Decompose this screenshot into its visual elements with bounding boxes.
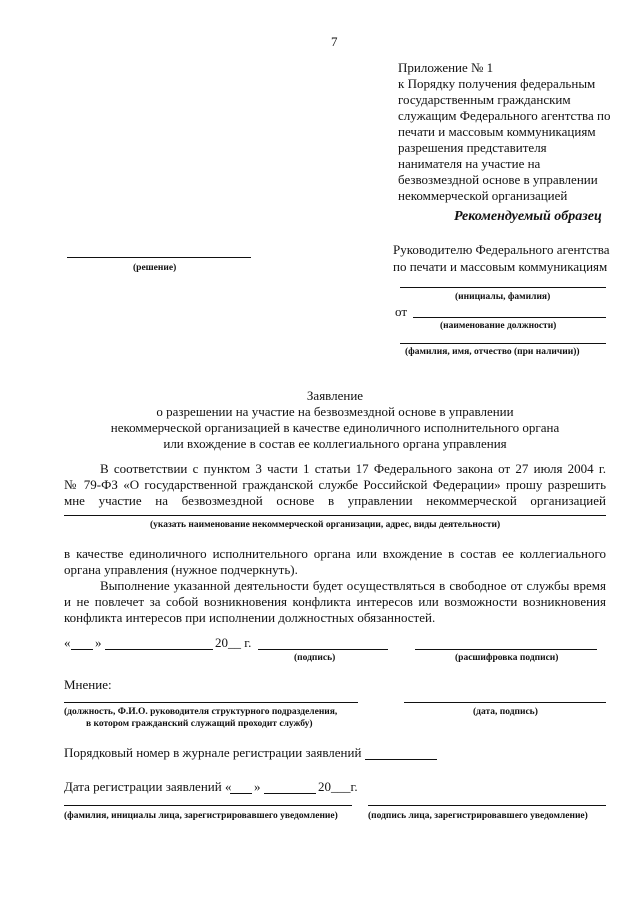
opinion-right-line [404,702,606,703]
appendix-title: Приложение № 1 [398,60,494,75]
decision-line [67,257,251,258]
p2-line-1: в качестве единоличного исполнительного органа или вхождение в состав ее коллегиального [64,546,606,561]
registration-year: 20___г. [318,779,358,794]
appendix-block [398,60,628,204]
org-caption: (указать наименование некоммерческой организации, адрес, виды деятельности) [150,520,501,530]
p3-line-3: конфликта интересов при исполнении должностных обязанностей. [64,610,436,625]
heading-line: некоммерческой организацией в качестве единоличного исполнительного органа [110,420,560,435]
initials-line [400,287,606,288]
heading-title: Заявление [306,388,364,403]
initials-caption: (инициалы, фамилия) [455,292,551,302]
org-line [64,515,606,516]
registration-number-line [365,759,437,760]
decision-caption: (решение) [133,263,177,273]
p1-line-1: В соответствии с пунктом 3 части 1 статьи 17 Федерального закона от 27 июля 2004 г. [100,461,606,476]
month-line [105,649,213,650]
position-line [413,317,606,318]
p2-line-2: органа управления (нужное подчеркнуть). [64,562,298,577]
opinion-caption-left-2: в котором гражданский служащий проходит службу) [86,719,313,729]
appendix-line: служащим Федерального агентства по [398,108,611,123]
addressee-line-1: Руководителю Федерального агентства [393,242,610,257]
opinion-left-line [64,702,358,703]
sign-caption: (подпись) [294,653,336,663]
appendix-line: нанимателя на участие на [398,156,541,171]
day-line [71,649,93,650]
registrant-name-caption: (фамилия, инициалы лица, зарегистрировавшего уведомление) [64,811,338,821]
registration-number-label: Порядковый номер в журнале регистрации заявлений [64,745,362,760]
sample-label: Рекомендуемый образец [454,209,602,224]
appendix-line: к Порядку получения федеральным [398,76,596,91]
registration-month-line [264,793,316,794]
date-open-quote: « [64,635,71,650]
fullname-line [400,343,606,344]
appendix-line: некоммерческой организацией [398,188,568,203]
opinion-label: Мнение: [64,677,112,692]
position-caption: (наименование должности) [440,321,557,331]
appendix-line: печати и массовым коммуникациям [398,124,596,139]
registration-date-close: » [254,779,261,794]
p1-line-2: № 79-ФЗ «О государственной гражданской службе Российской Федерации» прошу разрешить [64,477,606,492]
addressee-line-2: по печати и массовым коммуникациям [393,259,608,274]
registrant-sign-caption: (подпись лица, зарегистрировавшего уведомление) [368,811,588,821]
heading-line: или вхождение в состав ее коллегиального органа управления [163,436,507,451]
statement-heading [60,388,610,452]
appendix-line: разрешения представителя [398,140,547,155]
appendix-line: государственным гражданским [398,92,571,107]
page-number: 7 [331,34,338,49]
from-label: от [395,304,408,319]
appendix-line: безвозмездной основе в управлении [398,172,598,187]
p3-line-2: и не повлечет за собой возникновения конфликта интересов или возможности возникновения [64,594,606,609]
fullname-caption: (фамилия, имя, отчество (при наличии)) [405,347,580,357]
heading-line: о разрешении на участие на безвозмездной основе в управлении [156,404,514,419]
decode-caption: (расшифровка подписи) [455,653,559,663]
year-label: 20__ г. [215,635,252,650]
registrant-sign-line [368,805,606,806]
sign-line [258,649,388,650]
registration-day-line [230,793,252,794]
registration-date-label: Дата регистрации заявлений « [64,779,232,794]
date-close-quote: » [95,635,102,650]
opinion-caption-right: (дата, подпись) [473,707,538,717]
decode-line [415,649,597,650]
p3-line-1: Выполнение указанной деятельности будет осуществляться в свободное от службы время [100,578,606,593]
registrant-name-line [64,805,352,806]
p1-line-3: мне участие на безвозмездной основе в управлении некоммерческой организацией [64,493,606,508]
opinion-caption-left-1: (должность, Ф.И.О. руководителя структурного подразделения, [64,707,338,717]
